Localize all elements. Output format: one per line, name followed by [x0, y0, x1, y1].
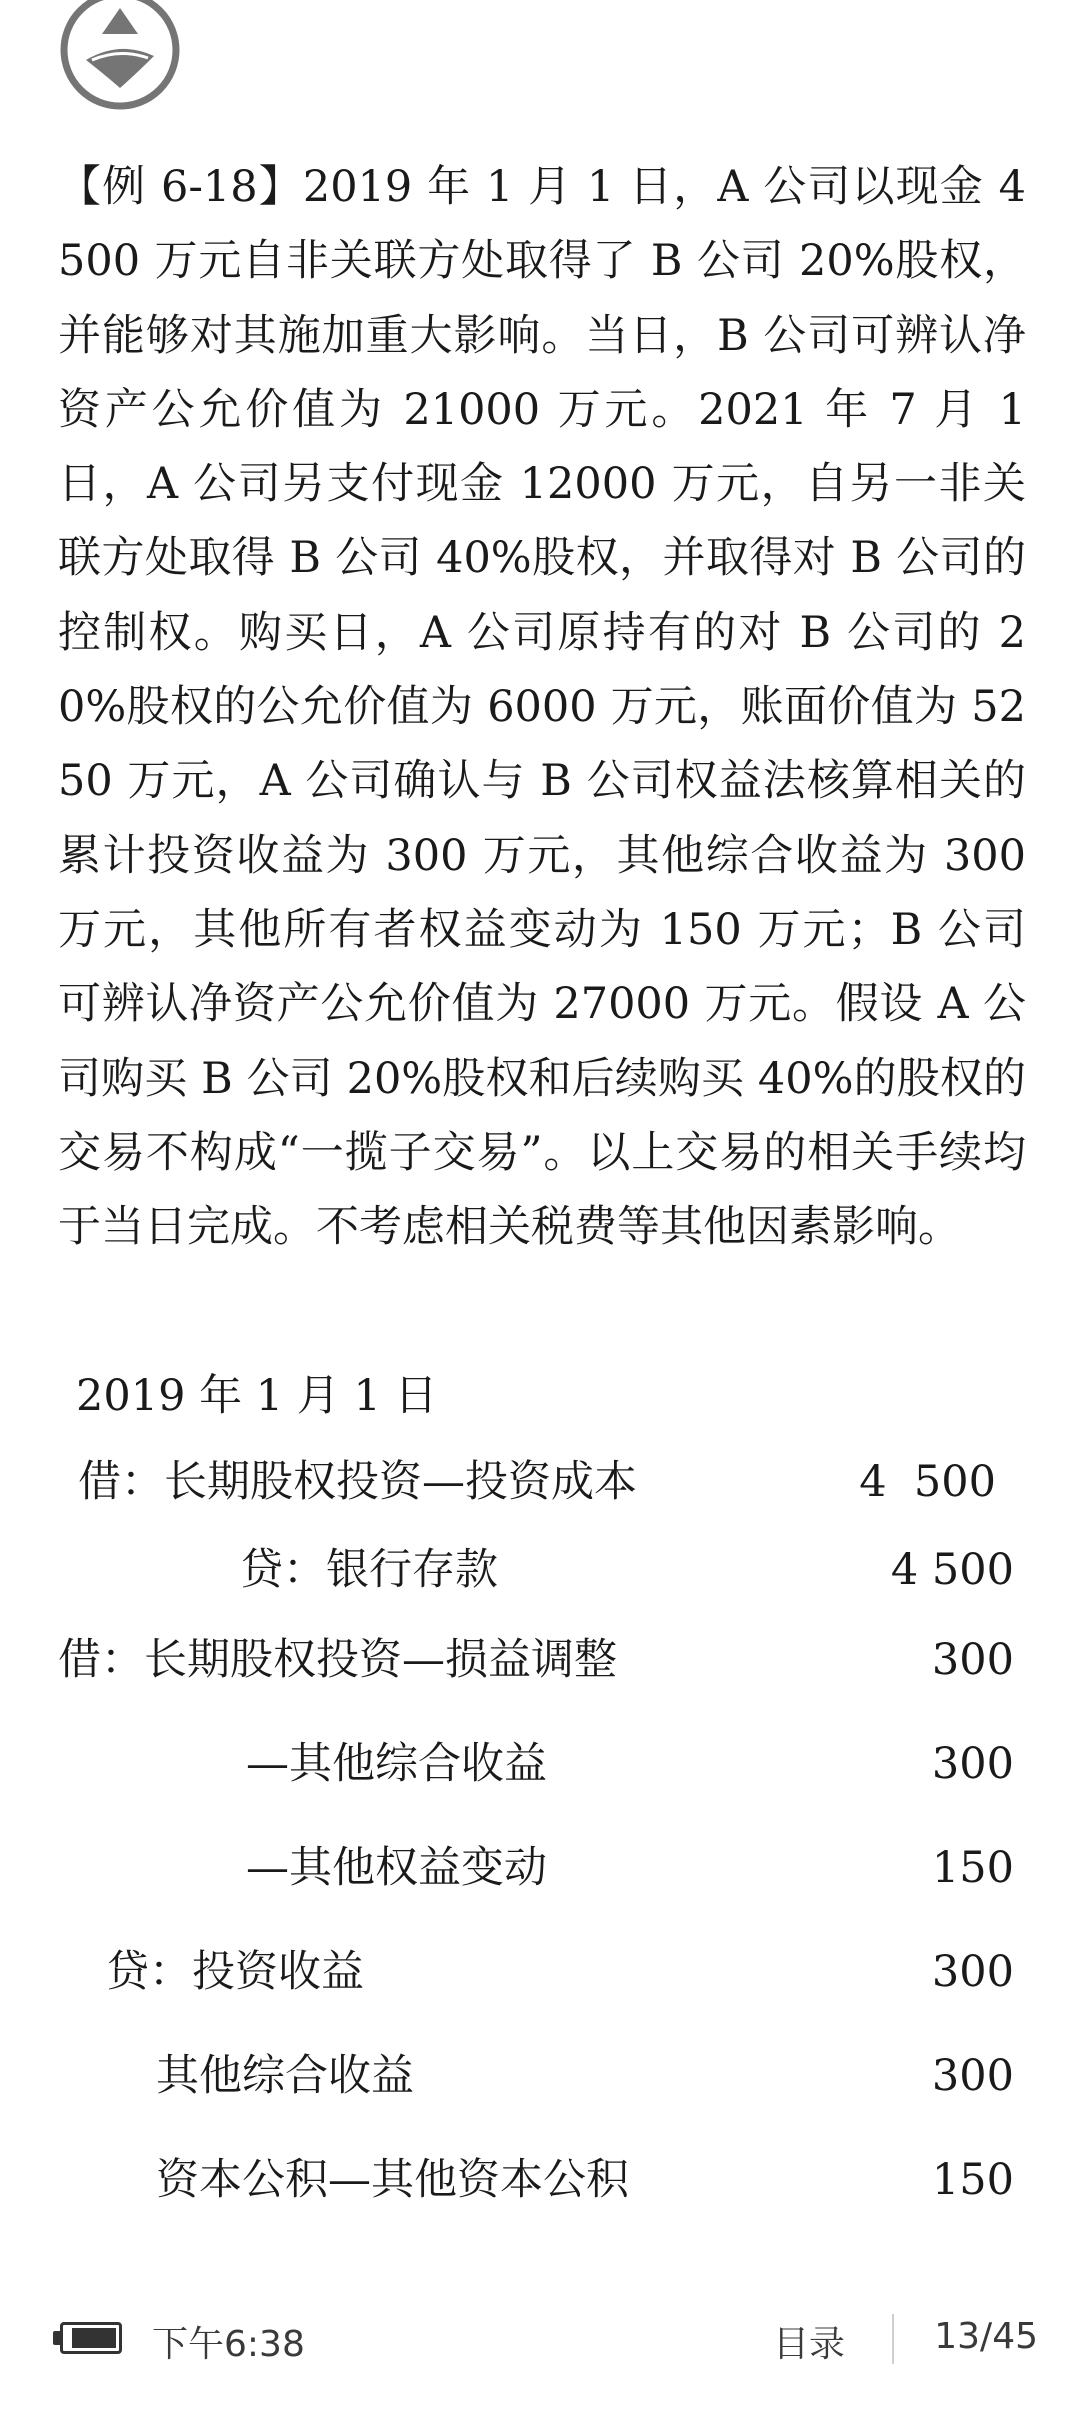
- entry-label: —其他综合收益: [246, 1739, 547, 1789]
- entry-label: 其他综合收益: [156, 2051, 414, 2101]
- entry-label: —其他权益变动: [246, 1843, 547, 1893]
- entry-amount: 300: [931, 1947, 1014, 1997]
- entry-amount: 300: [931, 2051, 1014, 2101]
- status-divider: [892, 2314, 894, 2364]
- entry-label: 借：长期股权投资—损益调整: [58, 1635, 617, 1685]
- entry-label: 资本公积—其他资本公积: [156, 2155, 629, 2205]
- battery-icon: [60, 2322, 122, 2354]
- example-paragraph: 【例 6-18】2019 年 1 月 1 日，A 公司以现金 4500 万元自非关联方处取得了 B 公司 20%股权，并能够对其施加重大影响。当日，B 公司可辨认净资产公允价值为 21000 万元。2021 年 7 月 1 日，A 公司另支付现金 12000 万元，自另一非关联方处取得 B 公司 40%股权，并取得对 B 公司的控制权。购买日，A 公司原持有的对 B 公司的 20%股权的公允价值为 6000 万元，账面价值为 5250 万元，A 公司确认与 B 公司权益法核算相关的累计投资收益为 300 万元，其他综合收益为 300 万元，其他所有者权益变动为 150 万元；B 公司可辨认净资产公允价值为 27000 万元。假设 A 公司购买 B 公司 20%股权和后续购买 40%的股权的交易不构成“一揽子交易”。以上交易的相关手续均于当日完成。不考虑相关税费等其他因素影响。: [58, 162, 1026, 1253]
- entry-amount: 300: [931, 1739, 1014, 1789]
- entry-amount: 150: [931, 1843, 1014, 1893]
- clock-time: 下午6:38: [152, 2324, 305, 2365]
- entry-amount: 4 500: [859, 1457, 996, 1507]
- battery-level: [72, 2328, 116, 2348]
- page-indicator: 13/45: [934, 2316, 1038, 2357]
- app-logo-icon: [58, 0, 182, 112]
- entry-label: 贷：银行存款: [240, 1545, 498, 1595]
- entry-label: 贷：投资收益: [106, 1947, 364, 1997]
- toc-button[interactable]: 目录: [773, 2324, 846, 2365]
- date-heading: 2019 年 1 月 1 日: [76, 1371, 438, 1421]
- entry-amount: 4 500: [890, 1545, 1014, 1595]
- entry-amount: 150: [931, 2155, 1014, 2205]
- entry-amount: 300: [931, 1635, 1014, 1685]
- reader-status-bar: [0, 2300, 1084, 2380]
- entry-label: 借：长期股权投资—投资成本: [78, 1457, 637, 1507]
- battery-tip: [53, 2331, 60, 2345]
